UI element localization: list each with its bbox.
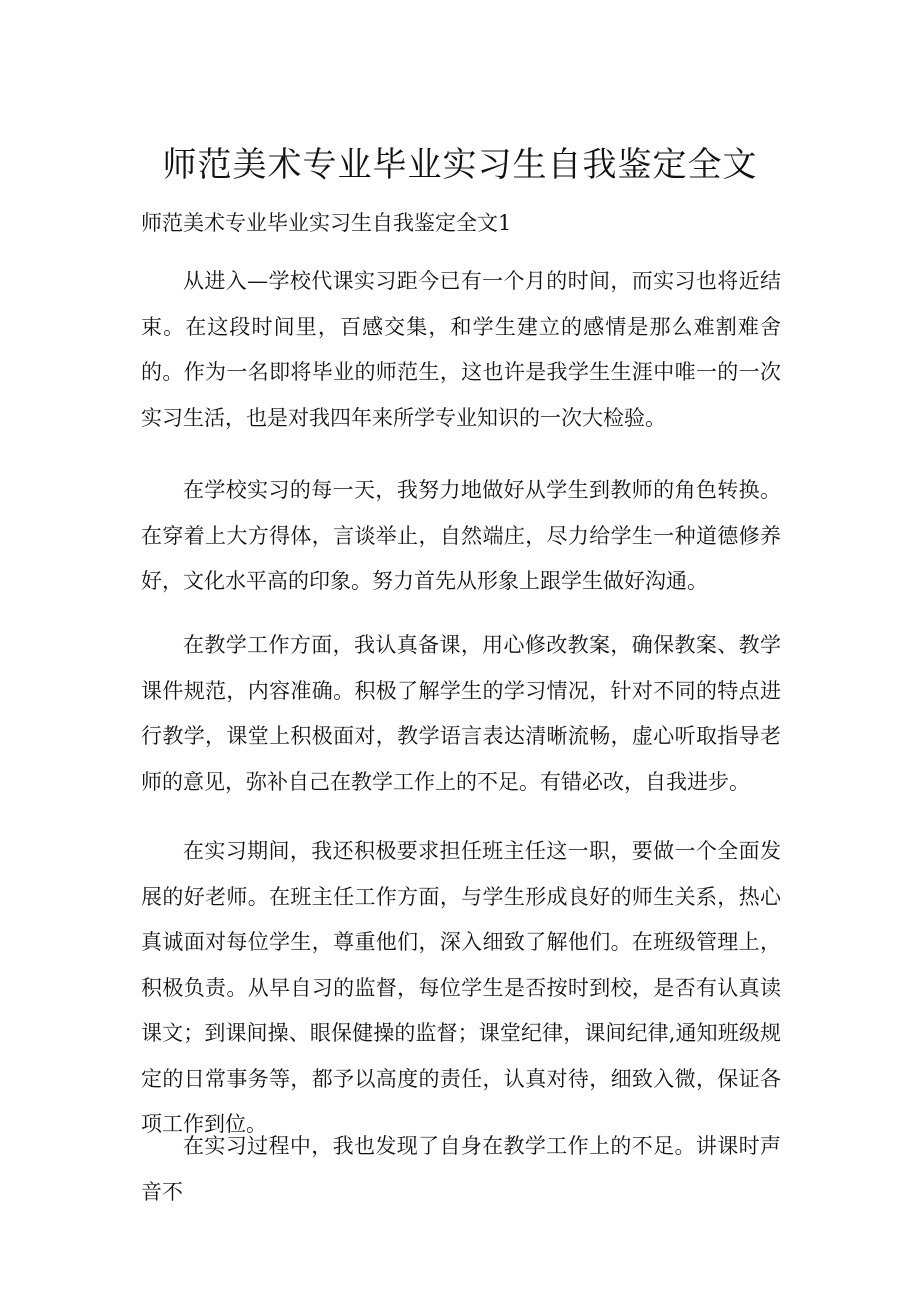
paragraph-3: 在教学工作方面，我认真备课，用心修改教案，确保教案、教学课件规范，内容准确。积极了解学生的学习情况，针对不同的特点进行教学，课堂上积极面对，教学语言表达清晰流畅，虚心听取指导老师的意见，弥补自己在教学工作上的不足。有错必改，自我进步。 — [141, 633, 781, 794]
paragraph-5: 在实习过程中，我也发现了自身在教学工作上的不足。讲课时声音不 — [141, 1134, 781, 1204]
paragraph-4: 在实习期间，我还积极要求担任班主任这一职，要做一个全面发展的好老师。在班主任工作方面，与学生形成良好的师生关系，热心真诚面对每位学生，尊重他们，深入细致了解他们。在班级管理上，积极负责。从早自习的监督，每位学生是否按时到校，是否有认真读课文；到课间操、眼保健操的监督；课堂纪律，课间纪律,通知班级规定的日常事务等，都予以高度的责任，认真对待，细致入微，保证各项工作到位。 — [141, 839, 781, 1136]
paragraph-1: 从进入—学校代课实习距今已有一个月的时间，而实习也将近结束。在这段时间里，百感交集，和学生建立的感情是那么难割难舍的。作为一名即将毕业的师范生，这也许是我学生生涯中唯一的一次实习生活，也是对我四年来所学专业知识的一次大检验。 — [141, 269, 781, 430]
paragraph-2: 在学校实习的每一天，我努力地做好从学生到教师的角色转换。在穿着上大方得体，言谈举止，自然端庄，尽力给学生一种道德修养好，文化水平高的印象。努力首先从形象上跟学生做好沟通。 — [141, 478, 781, 593]
document-title: 师范美术专业毕业实习生自我鉴定全文 — [162, 145, 758, 185]
document-subtitle: 师范美术专业毕业实习生自我鉴定全文1 — [141, 211, 512, 235]
